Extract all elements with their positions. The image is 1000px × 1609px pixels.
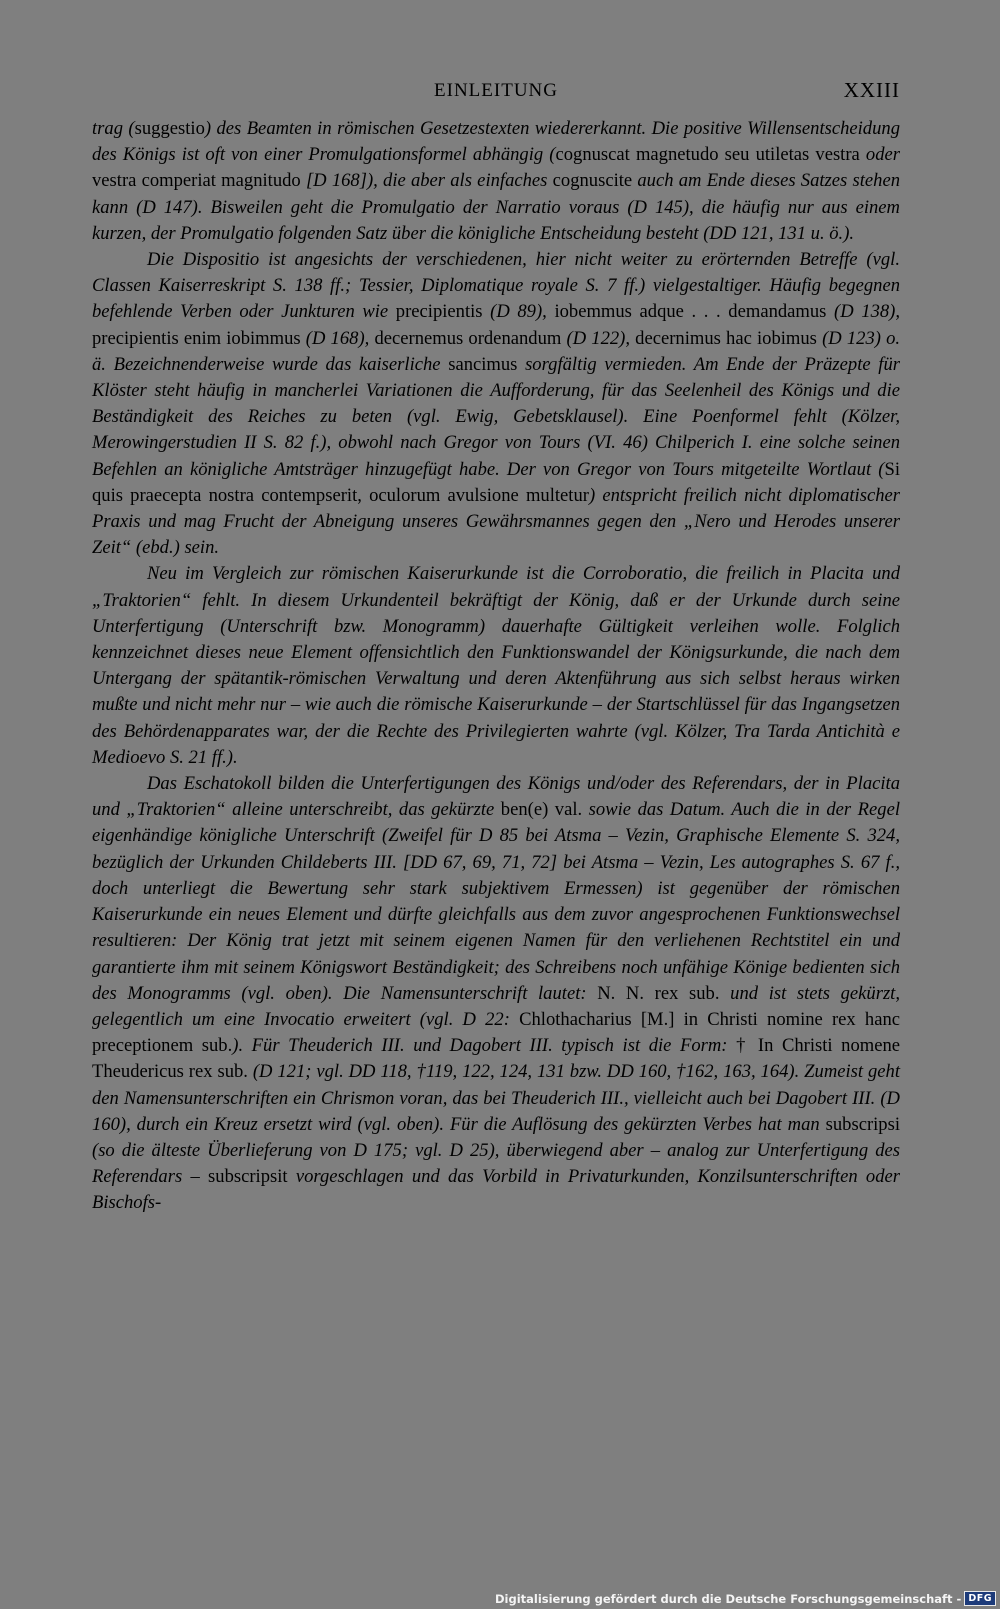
latin-quote: cognuscite: [552, 170, 633, 192]
commentary-run: oder: [859, 144, 900, 166]
commentary-run: [D 168]), die aber als einfaches: [300, 170, 553, 192]
latin-quote: iobemmus adque . . . demandamus: [554, 301, 827, 323]
commentary-run: (D 121; vgl. DD 118, †119, 122, 124, 131 bzw. DD 160, †162, 163, 164). Zumeist geht den Namensunterschriften ein Chrismon voran, das bei Theuderich III., vielleicht auch bei Dagobert III. (D 160), durch ein Kreuz ersetzt wird (vgl. oben). Für die Auflösung des gekürzten Verbes hat man: [92, 1061, 900, 1135]
commentary-run: (D 168),: [300, 327, 375, 349]
commentary-run: (D 89),: [482, 301, 555, 323]
commentary-run: (so die älteste Überlieferung von D 175; vgl. D 25), überwiegend aber – analog zur Unterfertigung des Referendars –: [92, 1139, 900, 1188]
running-title: EINLEITUNG: [434, 80, 558, 101]
paragraph-promulgatio: [92, 116, 900, 247]
commentary-run: vorgeschlagen und das Vorbild in Privaturkunden, Konzilsunterschriften oder Bischofs-: [92, 1166, 900, 1214]
latin-quote: ben(e) val.: [500, 799, 583, 821]
latin-quote: cognuscat magnetudo seu utiletas vestra: [555, 144, 860, 166]
paragraph-corroboratio: [92, 561, 900, 771]
commentary-run: Neu im Vergleich zur römischen Kaiserurkunde ist die Corroboratio, die freilich in Placita und „Traktorien“ fehlt. In diesem Urkundenteil bekräftigt der König, daß er der Urkunde durch seine Unterfertigung (Unterschrift bzw. Monogramm) dauerhafte Gültigkeit verleihen wolle. Folglich kennzeichnet dieses neue Element offensichtlich den Funktionswandel der Königsurkunde, die nach dem Untergang der spätantik-römischen Verwaltung und deren Aktenführung aus sich selbst heraus wirken mußte und nicht mehr nur – wie auch die römische Kaiserurkunde – der Startschlüssel für das Ingangsetzen des Behördenapparates war, der die Rechte des Privilegierten wahrte (vgl. Kölzer, Tra Tarda Antichità e Medioevo S. 21 ff.).: [92, 563, 900, 768]
commentary-run: trag (: [92, 118, 135, 139]
commentary-run: Die Dispositio ist angesichts der verschiedenen, hier nicht weiter zu erörternden Betreffe (vgl. Classen Kaiserreskript S. 138 ff.; Tessier, Diplomatique royale S. 7 ff.) vielgestaltiger. Häufig begegnen befehlende Verben oder Junkturen wie: [92, 249, 900, 323]
commentary-run: ). Für Theuderich III. und Dagobert III. typisch ist die Form:: [232, 1035, 737, 1057]
commentary-run: ) entspricht freilich nicht diplomatischer Praxis und mag Frucht der Abneigung unseres Gewährsmannes gegen den „Nero und Herodes unserer Zeit“ (ebd.) sein.: [92, 484, 901, 559]
commentary-run: sowie das Datum. Auch die in der Regel eigenhändige königliche Unterschrift (Zweifel für D 85 bei Atsma – Vezin, Graphische Elemente S. 324, bezüglich der Urkunden Childeberts III. [DD 67, 69, 71, 72] bei Atsma – Vezin, Les autographes S. 67 f., doch unterliegt die Bewertung sehr stark subjektivem Ermessen) ist gegenüber der römischen Kaiserurkunde ein neues Element und dürfte gleichfalls aus dem zuvor angesprochenen Funktionswechsel resultieren: Der König trat jetzt mit seinem eigenen Namen für den verliehenen Rechtstitel ein und garantierte ihm mit seinem Königswort Beständigkeit; des Schreibens noch unfähige Könige bedienten sich des Monogramms (vgl. oben). Die Namensunterschrift lautet:: [92, 799, 900, 1004]
latin-quote: Chlothacharius [M.] in Christi nomine rex hanc preceptionem sub.: [92, 1008, 900, 1057]
credit-text: Digitalisierung gefördert durch die Deutsche Forschungsgemeinschaft -: [494, 1591, 962, 1606]
paragraph-dispositio: [92, 247, 900, 561]
commentary-run: Das Eschatokoll bilden die Unterfertigungen des Königs und/oder des Referendars, der in Placita und „Traktorien“ alleine unterschreibt, das gekürzte: [92, 773, 900, 821]
commentary-run: und ist stets gekürzt, gelegentlich um eine Invocatio erweitert (vgl. D 22:: [92, 982, 900, 1030]
latin-quote: decernemus ordenandum: [374, 327, 562, 349]
digitization-credit: [495, 1591, 996, 1606]
page-number: XXIII: [843, 78, 900, 102]
book-page: [92, 74, 900, 1217]
latin-quote: precipientis enim iobimmus: [92, 327, 301, 349]
running-head: [92, 74, 900, 108]
body-text: [92, 116, 900, 1217]
latin-quote: N. N. rex sub.: [597, 982, 720, 1004]
latin-quote: suggestio: [134, 118, 205, 139]
commentary-run: ) des Beamten in römischen Gesetzestexten wiedererkannt. Die positive Willensentscheidung des Königs ist oft von einer Promulgationsformel abhängig (: [92, 118, 900, 166]
latin-quote: sancimus: [448, 353, 518, 375]
commentary-run: (D 138),: [826, 301, 900, 323]
commentary-run: (D 122),: [561, 327, 636, 349]
latin-quote: Si quis praecepta nostra contempserit, oculorum avulsione multetur: [92, 458, 900, 506]
latin-quote: subscripsit: [208, 1166, 288, 1188]
paragraph-eschatokoll: [92, 771, 900, 1216]
latin-quote: vestra comperiat magnitudo: [92, 170, 301, 192]
latin-quote: † In Christi nomene Theudericus rex sub.: [92, 1035, 901, 1083]
commentary-run: (D 123) o. ä. Bezeichnenderweise wurde das kaiserliche: [92, 327, 901, 375]
latin-quote: precipientis: [395, 301, 483, 323]
latin-quote: subscripsi: [825, 1113, 900, 1135]
dfg-logo: DFG: [964, 1591, 996, 1606]
commentary-run: auch am Ende dieses Satzes stehen kann (D 147). Bisweilen geht die Promulgatio der Narratio voraus (D 145), die häufig nur aus einem kurzen, der Promulgatio folgenden Satz über die königliche Entscheidung besteht (DD 121, 131 u. ö.).: [92, 170, 900, 244]
commentary-run: sorgfältig vermieden. Am Ende der Präzepte für Klöster steht häufig in mancherlei Variationen die Aufforderung, für das Seelenheil des Königs und die Beständigkeit des Reiches zu beten (vgl. Ewig, Gebetsklausel). Eine Poenformel fehlt (Kölzer, Merowingerstudien II S. 82 f.), obwohl nach Gregor von Tours (VI. 46) Chilperich I. eine solche seinen Befehlen an königliche Amtsträger hinzugefügt habe. Der von Gregor von Tours mitgeteilte Wortlaut (: [92, 353, 900, 480]
latin-quote: decernimus hac iobimus: [635, 327, 817, 349]
